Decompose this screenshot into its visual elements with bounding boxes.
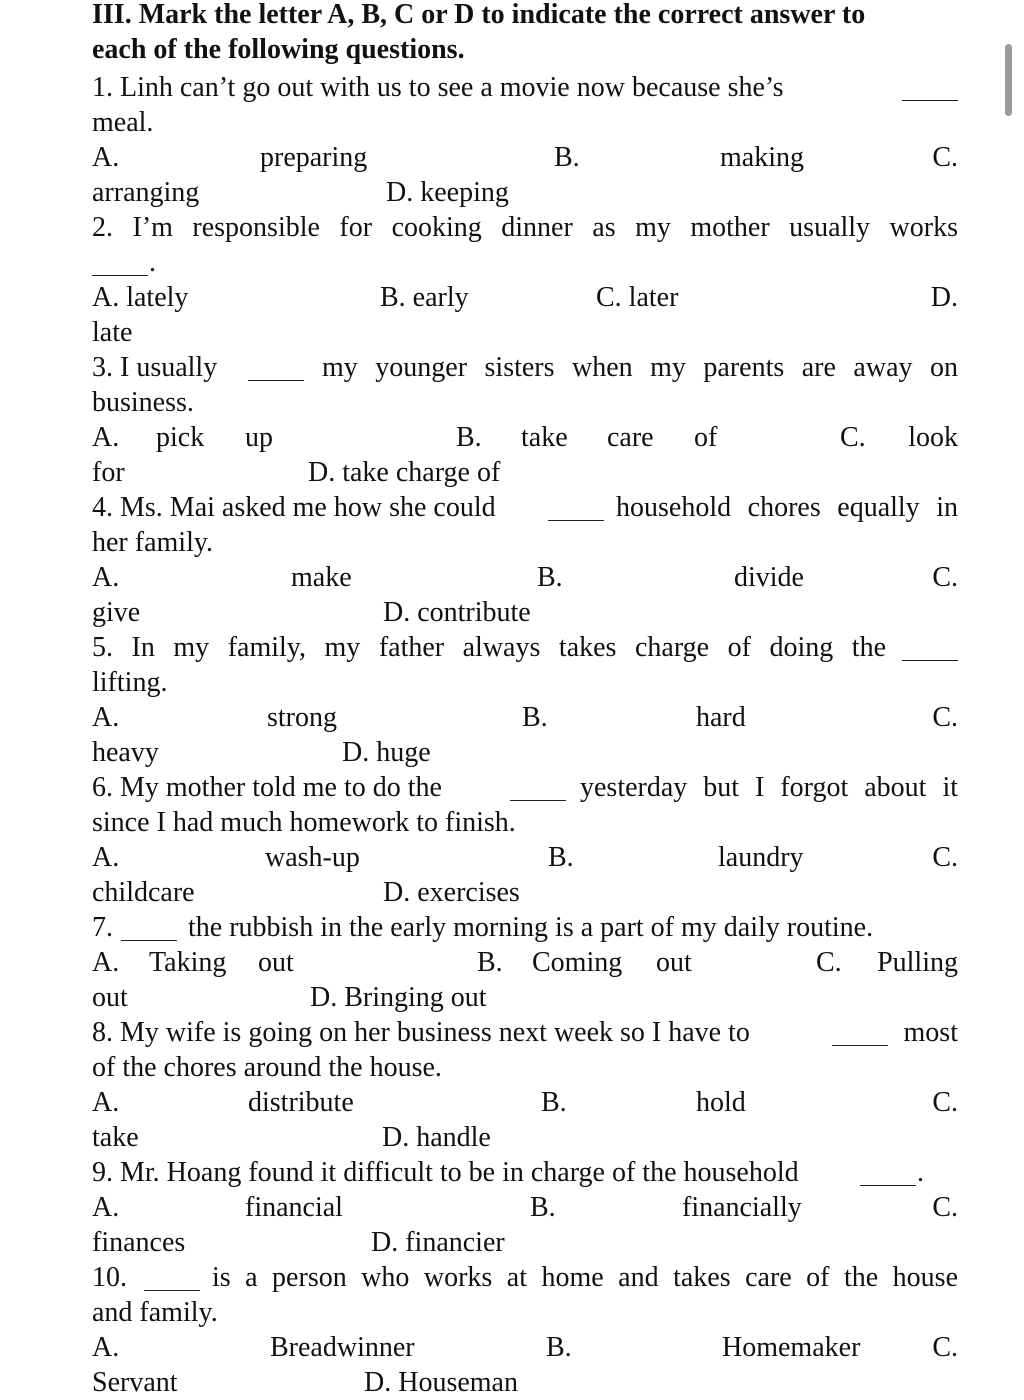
option-d: D. huge [342,737,431,768]
question-7-options-line-1: A. Taking out B. Coming out C. Pulling [92,947,958,978]
question-8-stem-line-1: 8. My wife is going on her business next week so I have to most [92,1017,958,1048]
question-4-options-line-2: give D. contribute [92,597,531,628]
question-9-stem-line-1: 9. Mr. Hoang found it difficult to be in charge of the household . [92,1157,924,1188]
question-4-stem-line-1: 4. Ms. Mai asked me how she could household chores equally in [92,492,958,523]
question-5-stem-line-2: lifting. [92,667,168,698]
answer-blank [902,638,958,661]
option-c-text: arranging [92,177,200,208]
option-d-letter: D. [930,282,958,313]
option-d: D. Houseman [364,1367,518,1398]
question-2-stem-line-1: 2. I’m responsible for cooking dinner as my mother usually works [92,212,958,243]
scrollbar-thumb[interactable] [1005,44,1012,116]
answer-blank [144,1268,200,1291]
answer-blank [548,498,604,521]
question-2-stem-line-2: . [92,245,958,280]
question-8-options-line-2: take D. handle [92,1122,491,1153]
question-1-options-line-2 [92,175,958,210]
question-5-options-line-2: heavy D. huge [92,737,431,768]
section-heading-line-1: III. Mark the letter A, B, C or D to indicate the correct answer to [92,0,866,30]
question-1-options-line-1 [92,140,958,175]
option-a-letter: A. [92,142,120,173]
question-8-stem-line-2: of the chores around the house. [92,1052,442,1083]
section-heading-line-2: each of the following questions. [92,34,465,65]
question-3-options-line-1: A. pick up B. take care of C. look [92,422,958,453]
option-d: D. financier [371,1227,505,1258]
question-1-stem-line-2: meal. [92,107,154,138]
answer-blank [832,1023,888,1046]
question-10-options-line-1: A. Breadwinner B. Homemaker C. [92,1332,958,1363]
answer-blank [902,78,958,101]
question-5-stem-line-1: 5. In my family, my father always takes charge of doing the [92,630,958,665]
question-1-stem-line-1: 1. Linh can’t go out with us to see a movie now because she’s [92,70,958,105]
question-10-stem-line-2: and family. [92,1297,218,1328]
option-b-text: making [720,142,804,173]
answer-blank [92,253,148,276]
question-2-options-line-2 [92,315,958,350]
question-3-stem-line-2: business. [92,387,194,418]
option-a-text: preparing [260,142,368,173]
question-6-stem-line-1: 6. My mother told me to do the yesterday but I forgot about it [92,772,958,803]
option-b-letter: B. [554,142,580,173]
question-7-stem-line-1: 7. the rubbish in the early morning is a part of my daily routine. [92,912,874,943]
option-d-text: late [92,317,133,348]
option-b: B. early [380,282,469,313]
answer-blank [860,1163,916,1186]
question-3-options-line-2: for D. take charge of [92,457,501,488]
question-10-options-line-2: Servant D. Houseman [92,1367,518,1398]
question-2-options-line-1 [92,280,958,315]
question-4-options-line-1: A. make B. divide C. [92,562,958,593]
question-6-options-line-1: A. wash-up B. laundry C. [92,842,958,873]
worksheet [92,0,958,1400]
option-d: D. keeping [386,177,509,208]
answer-blank [510,778,566,801]
option-a: A. lately [92,282,189,313]
question-5-options-line-1: A. strong B. hard C. [92,702,958,733]
question-3-stem-line-1: 3. I usually my younger sisters when my parents are away on [92,352,958,383]
option-c: C. later [596,282,679,313]
option-d: D. Bringing out [310,982,487,1013]
option-d: D. take charge of [308,457,501,488]
question-6-options-line-2: childcare D. exercises [92,877,520,908]
option-d: D. contribute [383,597,531,628]
question-8-options-line-1: A. distribute B. hold C. [92,1087,958,1118]
option-c-letter: C. [932,142,958,173]
question-4-stem-line-2: her family. [92,527,214,558]
question-7-options-line-2: out D. Bringing out [92,982,487,1013]
option-d: D. handle [382,1122,491,1153]
question-6-stem-line-2: since I had much homework to finish. [92,807,516,838]
question-9-options-line-2: finances D. financier [92,1227,505,1258]
question-10-stem-line-1: 10. is a person who works at home and takes care of the house [92,1262,958,1293]
question-9-options-line-1: A. financial B. financially C. [92,1192,958,1223]
option-d: D. exercises [383,877,520,908]
answer-blank [248,358,304,381]
answer-blank [121,918,177,941]
